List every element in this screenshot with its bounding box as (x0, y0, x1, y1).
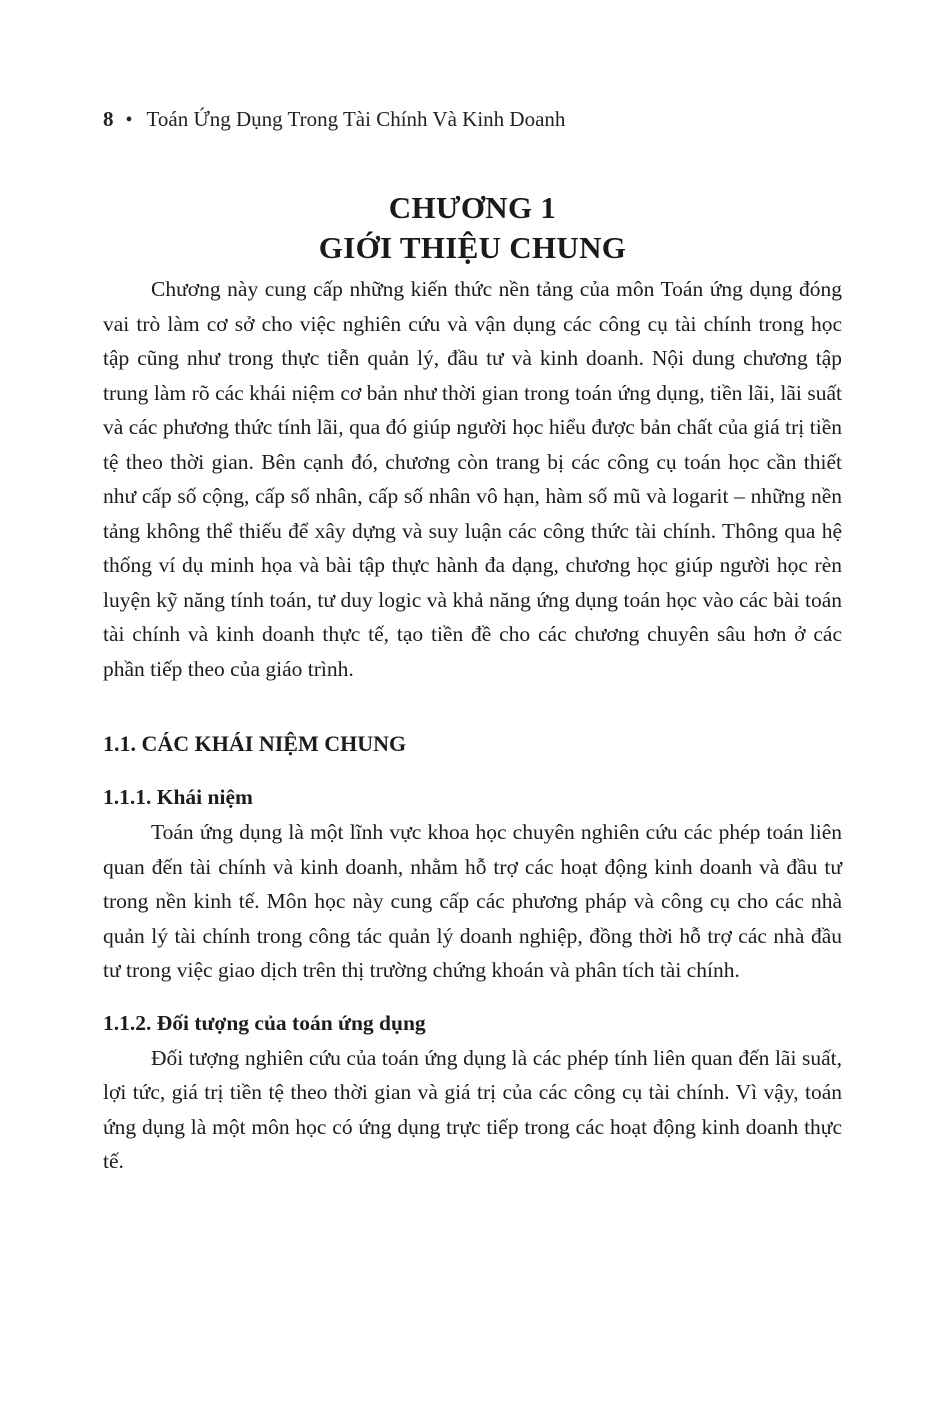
running-header (103, 104, 842, 134)
book-title: Toán Ứng Dụng Trong Tài Chính Và Kinh Doanh (146, 107, 566, 131)
chapter-label: CHƯƠNG 1 (388, 190, 557, 225)
chapter-heading (103, 184, 842, 272)
chapter-title: GIỚI THIỆU CHUNG (318, 230, 627, 265)
book-page (103, 104, 842, 1179)
section-heading-1-1: 1.1. CÁC KHÁI NIỆM CHUNG (103, 731, 407, 756)
paragraph-1-1-1: Toán ứng dụng là một lĩnh vực khoa học chuyên nghiên cứu các phép toán liên quan đến tài chính và kinh doanh, nhằm hỗ trợ các hoạt động kinh doanh và đầu tư trong nền kinh tế. Môn học này cung cấp các phương pháp và công cụ cho các nhà quản lý tài chính trong công tác quản lý doanh nghiệp, đồng thời hỗ trợ các nhà đầu tư trong việc giao dịch trên thị trường chứng khoán và phân tích tài chính. (103, 820, 842, 982)
page-number: 8 (103, 107, 114, 131)
paragraph-1-1-2: Đối tượng nghiên cứu của toán ứng dụng là các phép tính liên quan đến lãi suất, lợi tức, giá trị tiền tệ theo thời gian và giá trị của các công cụ tài chính. Vì vậy, toán ứng dụng là một môn học có ứng dụng trực tiếp trong các hoạt động kinh doanh thực tế. (103, 1045, 842, 1173)
chapter-intro-paragraph: Chương này cung cấp những kiến thức nền tảng của môn Toán ứng dụng đóng vai trò làm cơ sở cho việc nghiên cứu và vận dụng các công cụ tài chính trong học tập cũng như trong thực tiễn quản lý, đầu tư và kinh doanh. Nội dung chương tập trung làm rõ các khái niệm cơ bản như thời gian trong toán ứng dụng, tiền lãi, lãi suất và các phương thức tính lãi, qua đó giúp người học hiểu được bản chất của giá trị tiền tệ theo thời gian. Bên cạnh đó, chương còn trang bị các công cụ toán học cần thiết như cấp số cộng, cấp số nhân, cấp số nhân vô hạn, hàm số mũ và logarit – những nền tảng không thể thiếu để xây dựng và suy luận các công thức tài chính. Thông qua hệ thống ví dụ minh họa và bài tập thực hành đa dạng, chương học giúp người học rèn luyện kỹ năng tính toán, tư duy logic và khả năng ứng dụng toán học vào các bài toán tài chính và kinh doanh thực tế, tạo tiền đề cho các chương chuyên sâu hơn ở các phần tiếp theo của giáo trình. (103, 277, 842, 681)
bullet-separator: • (125, 109, 133, 131)
subsection-heading-1-1-1: 1.1.1. Khái niệm (103, 785, 253, 809)
subsection-heading-1-1-2: 1.1.2. Đối tượng của toán ứng dụng (103, 1010, 426, 1035)
